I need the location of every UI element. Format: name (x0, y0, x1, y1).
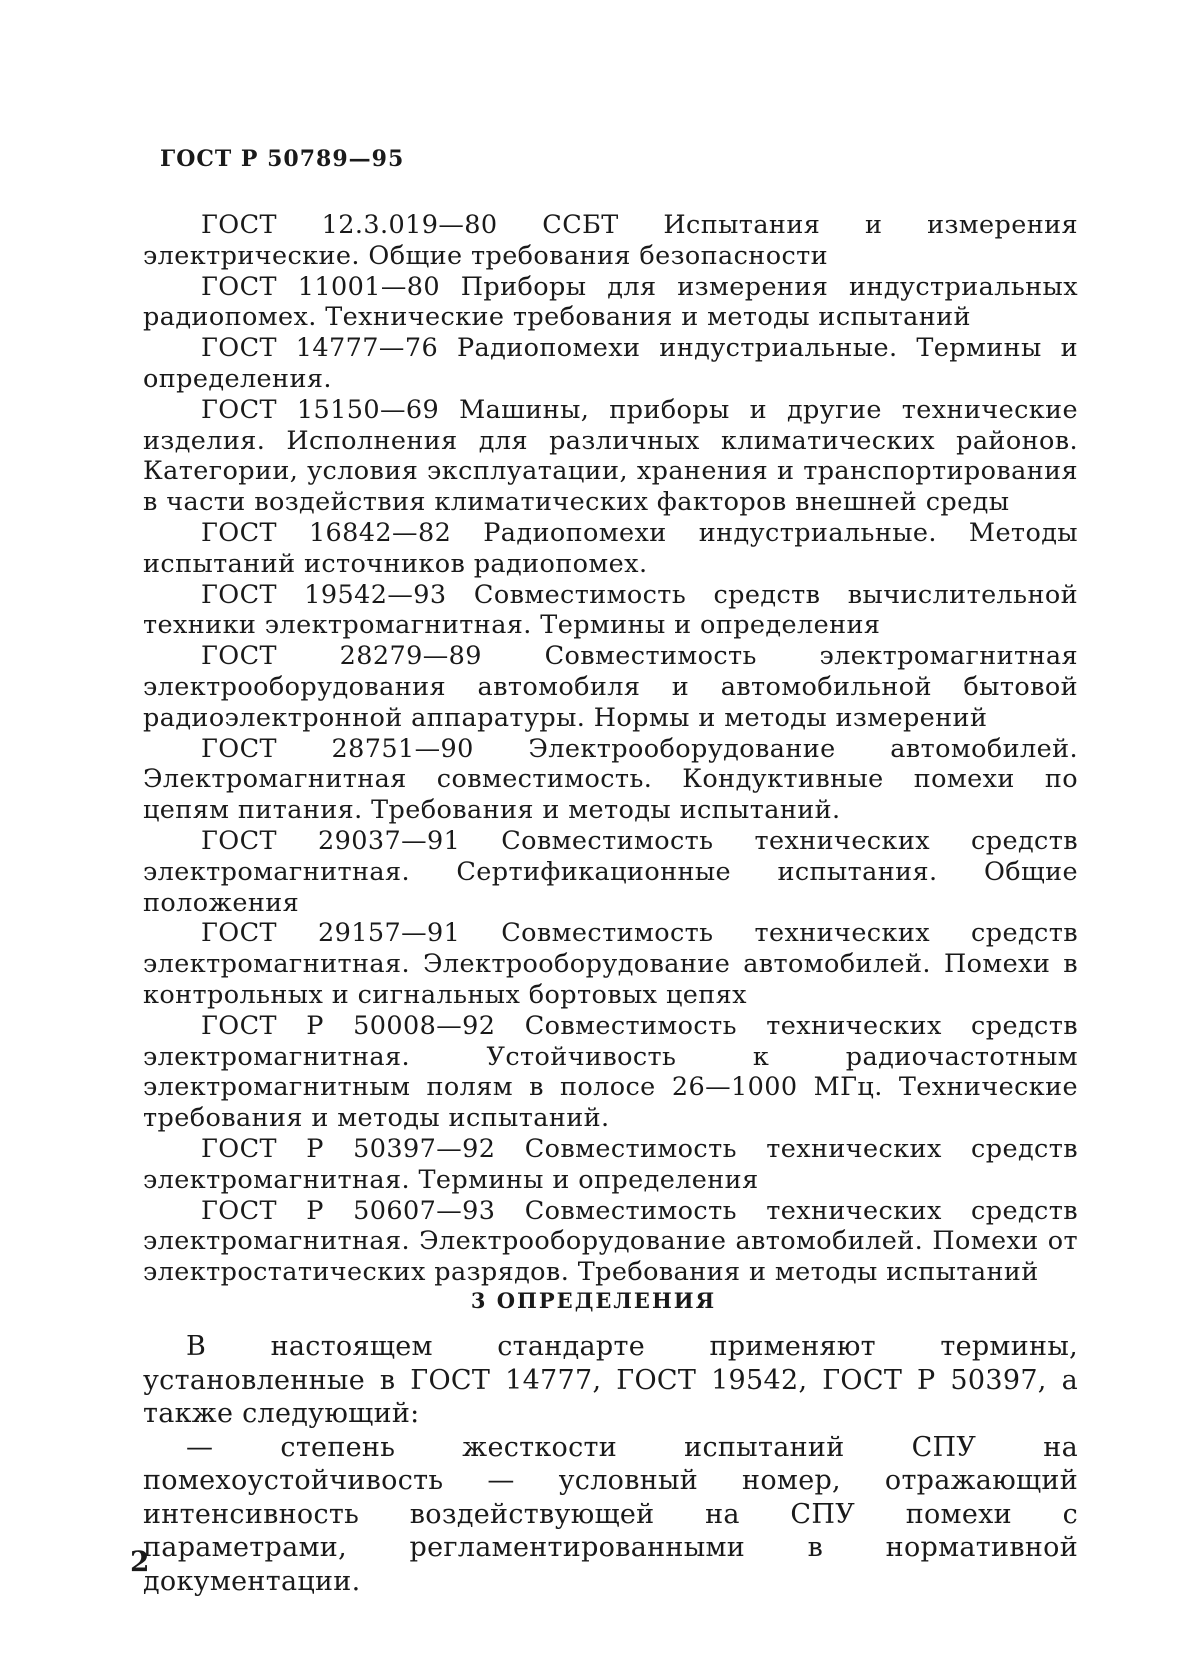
reference-item: ГОСТ 11001—80 Приборы для измерения индустриальных радиопомех. Технические требования и методы испытаний (143, 271, 1078, 333)
reference-item: ГОСТ Р 50607—93 Совместимость технических средств электромагнитная. Электрооборудование автомобилей. Помехи от электростатических разрядов. Требования и методы испытаний (143, 1195, 1078, 1288)
reference-item: ГОСТ 15150—69 Машины, приборы и другие технические изделия. Исполнения для различных климатических районов. Категории, условия эксплуатации, хранения и транспортирования в части воздействия климатических факторов внешней среды (143, 394, 1078, 518)
reference-item: ГОСТ Р 50008—92 Совместимость технических средств электромагнитная. Устойчивость к радиочастотным электромагнитным полям в полосе 26—1000 МГц. Технические требования и методы испытаний. (143, 1010, 1078, 1134)
reference-item: ГОСТ 28751—90 Электрооборудование автомобилей. Электромагнитная совместимость. Кондуктивные помехи по цепям питания. Требования и методы испытаний. (143, 733, 1078, 826)
normative-references-list (143, 210, 1078, 1288)
reference-item: ГОСТ Р 50397—92 Совместимость технических средств электромагнитная. Термины и определения (143, 1133, 1078, 1195)
section-title: 3 ОПРЕДЕЛЕНИЯ (470, 1288, 717, 1313)
definitions-section (143, 1330, 1078, 1598)
document-code-header: ГОСТ Р 50789—95 (160, 146, 405, 172)
definition-term-paragraph: — степень жесткости испытаний СПУ на помехоустойчивость — условный номер, отражающий интенсивность воздействующей на СПУ помехи с параметрами, регламентированными в нормативной документации. (143, 1431, 1078, 1597)
reference-item: ГОСТ 29037—91 Совместимость технических средств электромагнитная. Сертификационные испытания. Общие положения (143, 825, 1078, 918)
reference-item: ГОСТ 12.3.019—80 ССБТ Испытания и измерения электрические. Общие требования безопасности (143, 210, 1078, 271)
definitions-intro-paragraph: В настоящем стандарте применяют термины, установленные в ГОСТ 14777, ГОСТ 19542, ГОСТ Р 50397, а также следующий: (143, 1331, 1078, 1429)
reference-item: ГОСТ 29157—91 Совместимость технических средств электромагнитная. Электрооборудование автомобилей. Помехи в контрольных и сигнальных бортовых цепях (143, 918, 1078, 1010)
reference-item: ГОСТ 19542—93 Совместимость средств вычислительной техники электромагнитная. Термины и определения (143, 579, 1078, 641)
reference-item: ГОСТ 14777—76 Радиопомехи индустриальные. Термины и определения. (143, 333, 1078, 394)
reference-item: ГОСТ 16842—82 Радиопомехи индустриальные. Методы испытаний источников радиопомех. (143, 517, 1078, 579)
reference-item: ГОСТ 28279—89 Совместимость электромагнитная электрооборудования автомобиля и автомобильной бытовой радиоэлектронной аппаратуры. Нормы и методы измерений (143, 641, 1078, 733)
page-number: 2 (130, 1545, 150, 1578)
